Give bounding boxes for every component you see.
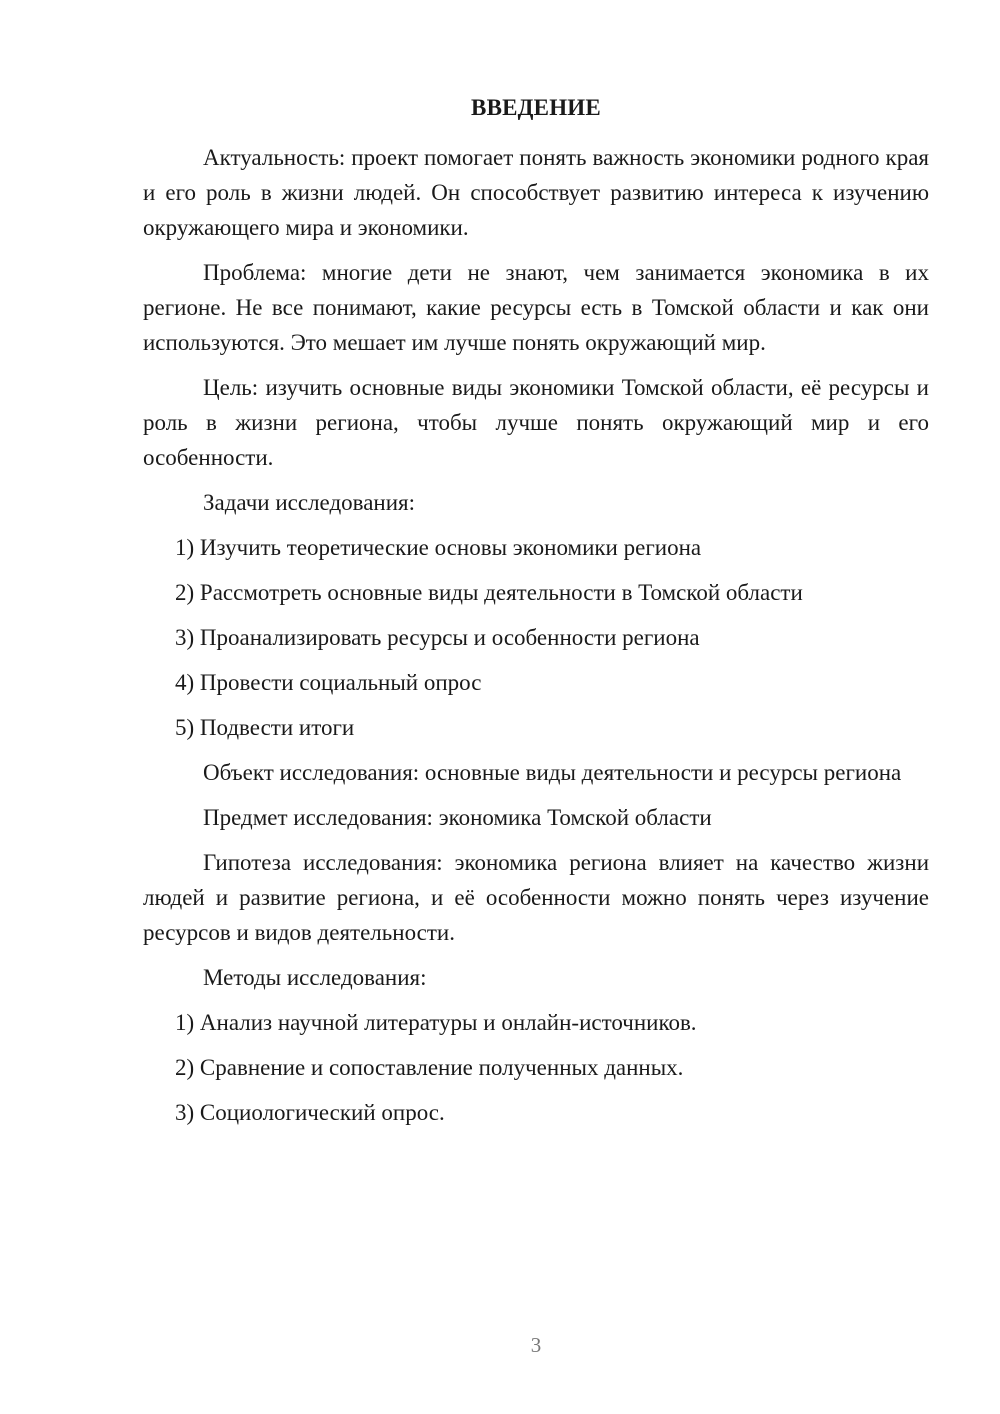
- page-number: 3: [530, 1333, 542, 1357]
- document-body: [143, 140, 929, 1140]
- relevance-paragraph: Актуальность: проект помогает понять важность экономики родного края и его роль в жизни людей. Он способствует развитию интереса к изучению окружающего мира и экономики.: [143, 145, 929, 240]
- goal-paragraph: Цель: изучить основные виды экономики Томской области, её ресурсы и роль в жизни региона, чтобы лучше понять окружающий мир и его особенности.: [143, 375, 929, 470]
- list-item: 1) Анализ научной литературы и онлайн-источников.: [175, 1010, 697, 1035]
- list-item: 3) Проанализировать ресурсы и особенности региона: [175, 625, 700, 650]
- methods-list: [143, 1005, 929, 1130]
- problem-paragraph: Проблема: многие дети не знают, чем занимается экономика в их регионе. Не все понимают, какие ресурсы есть в Томской области и как они используются. Это мешает им лучше понять окружающий мир.: [143, 260, 929, 355]
- hypothesis-paragraph: Гипотеза исследования: экономика региона влияет на качество жизни людей и развитие региона, и её особенности можно понять через изучение ресурсов и видов деятельности.: [143, 850, 929, 945]
- list-item: 5) Подвести итоги: [175, 715, 355, 740]
- tasks-heading: Задачи исследования:: [203, 490, 416, 515]
- list-item: 2) Сравнение и сопоставление полученных данных.: [175, 1055, 684, 1080]
- methods-heading: Методы исследования:: [203, 965, 427, 990]
- page-title: ВВЕДЕНИЕ: [471, 95, 601, 120]
- list-item: 3) Социологический опрос.: [175, 1100, 445, 1125]
- list-item: 1) Изучить теоретические основы экономики региона: [175, 535, 702, 560]
- object-paragraph: Объект исследования: основные виды деятельности и ресурсы региона: [203, 760, 902, 785]
- list-item: 2) Рассмотреть основные виды деятельности в Томской области: [175, 580, 803, 605]
- tasks-list: [143, 530, 929, 745]
- list-item: 4) Провести социальный опрос: [175, 670, 482, 695]
- subject-paragraph: Предмет исследования: экономика Томской области: [203, 805, 712, 830]
